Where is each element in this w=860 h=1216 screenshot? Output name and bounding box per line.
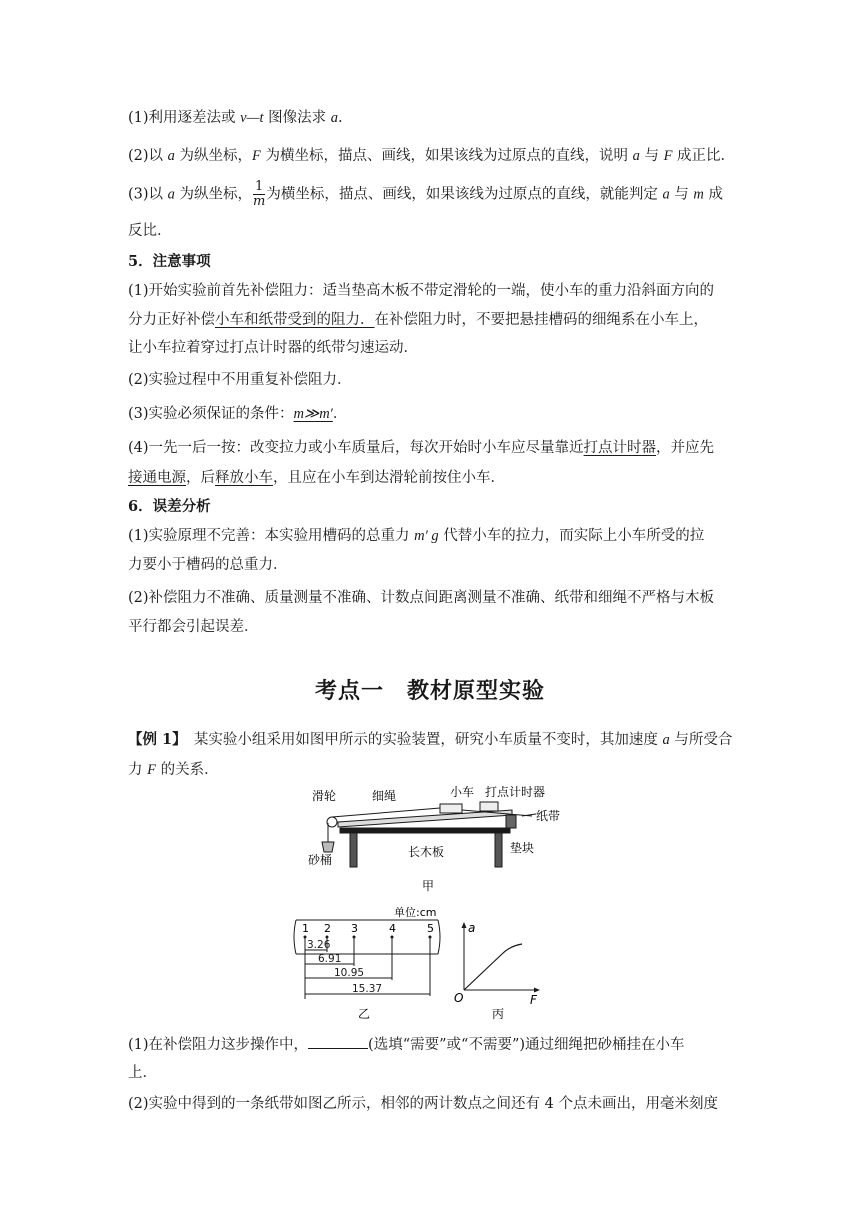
text: 在补偿阻力时，不要把悬挂槽码的细绳系在小车上，: [374, 312, 708, 328]
point-label: 4: [389, 922, 396, 935]
distance-markers: [305, 937, 430, 999]
text: 的关系．: [155, 762, 219, 778]
point-label: 3: [351, 922, 358, 935]
text: 某实验小组采用如图甲所示的实验装置，研究小车质量不变时，其加速度: [179, 732, 663, 748]
text: 图像法求: [263, 110, 331, 126]
label-block: 垫块: [510, 841, 535, 855]
figure-jia-apparatus: [300, 786, 580, 898]
text: ，且应在小车到达滑轮前按住小车．: [273, 470, 505, 486]
text: 为横坐标，描点、画线，如果该线为过原点的直线，说明: [260, 148, 633, 164]
text: (3)以: [128, 186, 168, 203]
section-5-title: 5．注意事项: [128, 253, 211, 270]
underlined-answer: 接通电源: [128, 470, 186, 486]
notice-1-line-2: [128, 310, 708, 330]
fraction-numerator: 1: [253, 180, 265, 195]
text: (选填“需要”或“不需要”)通过细绳把砂桶挂在小车: [368, 1037, 685, 1053]
underlined-answer: 释放小车: [215, 470, 273, 486]
text: (3)实验必须保证的条件：: [128, 406, 294, 422]
text: (4)一先一后一按：改变拉力或小车质量后，每次开始时小车应尽量靠近: [128, 440, 584, 456]
distance-label: 15.37: [352, 983, 383, 995]
text: (2)以: [128, 148, 168, 164]
label-cart: 小车: [450, 786, 475, 799]
notice-3: [128, 404, 347, 424]
text: 成: [703, 186, 724, 203]
label-tape: 纸带: [536, 809, 561, 823]
origin-label: O: [454, 991, 464, 1005]
symbol-f: F: [252, 148, 261, 164]
error-1-line-1: [128, 526, 704, 546]
count-points: [302, 922, 434, 939]
text: (1)利用逐差法或: [128, 110, 241, 126]
label-timer: 打点计时器: [485, 786, 546, 799]
figure-bing-graph: [450, 918, 550, 1022]
error-1-line-2: 力要小于槽码的总重力．: [128, 557, 288, 573]
point-label: 1: [302, 922, 309, 935]
symbol-f: F: [663, 148, 673, 164]
sand-bucket: [322, 842, 334, 852]
text: 分力正好补偿: [128, 312, 215, 328]
text: 为横坐标，描点、画线，如果该线为过原点的直线，就能判定: [266, 186, 663, 203]
text: 与: [669, 186, 694, 203]
timer: [480, 802, 498, 811]
answer-blank[interactable]: [308, 1034, 368, 1049]
example-line-1: [128, 730, 732, 750]
label-board: 长木板: [408, 845, 445, 859]
symbol-mg: m′ g: [414, 528, 439, 544]
figure-yi-tape: [292, 904, 442, 1024]
question-2-line-1: (2)实验中得到的一条纸带如图乙所示，相邻的两计数点之间还有 4 个点未画出，用毫米刻度: [128, 1096, 718, 1112]
notice-1-line-3: 让小车拉着穿过打点计时器的纸带匀速运动．: [128, 340, 418, 356]
fraction-one-over-m: [253, 180, 265, 209]
example-label: 【例 1】: [128, 731, 180, 748]
symbol-a: a: [632, 148, 640, 164]
text: 成正比．: [672, 148, 736, 164]
symbol-a: a: [167, 148, 175, 164]
x-axis-label: F: [530, 993, 537, 1007]
section-6-title: 6．误差分析: [128, 498, 211, 515]
example-line-2: [128, 760, 219, 780]
label-rope: 细绳: [372, 789, 397, 803]
symbol-a: a: [167, 186, 175, 203]
question-1-line-1: [128, 1034, 685, 1055]
y-axis-arrow: [462, 922, 467, 928]
notice-4-line-1: [128, 438, 714, 458]
question-1-line-2: 上．: [128, 1065, 157, 1081]
text: .: [337, 110, 343, 126]
error-2-line-1: (2)补偿阻力不准确、质量测量不准确、计数点间距离测量不准确、纸带和细绳不严格与木板: [128, 590, 715, 606]
underlined-condition: m≫m′: [293, 406, 333, 422]
caption-bing: 丙: [492, 1007, 505, 1021]
underlined-answer: 小车和纸带受到的阻力．: [215, 312, 375, 328]
distance-label: 3.26: [307, 939, 331, 951]
text: ，并应先: [656, 440, 715, 456]
text: 与: [639, 148, 664, 164]
caption-jia: 甲: [422, 879, 435, 893]
notice-4-line-2: [128, 468, 505, 488]
notice-2: (2)实验过程中不用重复补偿阻力．: [128, 372, 352, 388]
distance-label: 10.95: [334, 967, 365, 979]
x-axis-arrow: [534, 988, 540, 993]
symbol-a: a: [330, 110, 338, 126]
point-label: 2: [324, 922, 331, 935]
unit-label: 单位:cm: [394, 906, 437, 919]
text: 为纵坐标，: [174, 186, 253, 203]
cart: [440, 804, 462, 813]
label-pulley: 滑轮: [312, 789, 337, 803]
text: (1)在补偿阻力这步操作中，: [128, 1037, 309, 1053]
symbol-a: a: [662, 732, 670, 748]
text: ，后: [186, 470, 215, 486]
distance-label: 6.91: [318, 953, 342, 965]
label-bucket: 砂桶: [308, 853, 333, 867]
text: 力: [128, 762, 148, 778]
vt-symbol: v—t: [240, 110, 264, 126]
method-line-3: [128, 180, 723, 209]
point-label: 5: [427, 922, 434, 935]
text: (1)实验原理不完善：本实验用槽码的总重力: [128, 528, 415, 544]
text: 与所受合: [669, 732, 733, 748]
fraction-denominator: m: [253, 194, 266, 209]
a-f-curve: [464, 944, 522, 990]
block: [506, 815, 516, 828]
text: 为纵坐标，: [174, 148, 253, 164]
method-line-2: [128, 146, 735, 166]
method-line-1: [128, 108, 343, 128]
section-heading: 考点一 教材原型实验: [314, 679, 545, 704]
symbol-a: a: [662, 186, 670, 203]
text: 代替小车的拉力，而实际上小车所受的拉: [438, 528, 705, 544]
caption-yi: 乙: [358, 1007, 371, 1021]
method-line-4: 反比．: [128, 223, 172, 239]
y-axis-label: a: [468, 921, 476, 935]
symbol-m: m: [693, 186, 704, 203]
underlined-answer: 打点计时器: [583, 440, 657, 456]
notice-1-line-1: (1)开始实验前首先补偿阻力：适当垫高木板不带定滑轮的一端，使小车的重力沿斜面方向的: [128, 283, 715, 299]
text: ．: [332, 406, 348, 422]
symbol-f: F: [147, 762, 156, 778]
error-2-line-2: 平行都会引起误差．: [128, 619, 259, 635]
